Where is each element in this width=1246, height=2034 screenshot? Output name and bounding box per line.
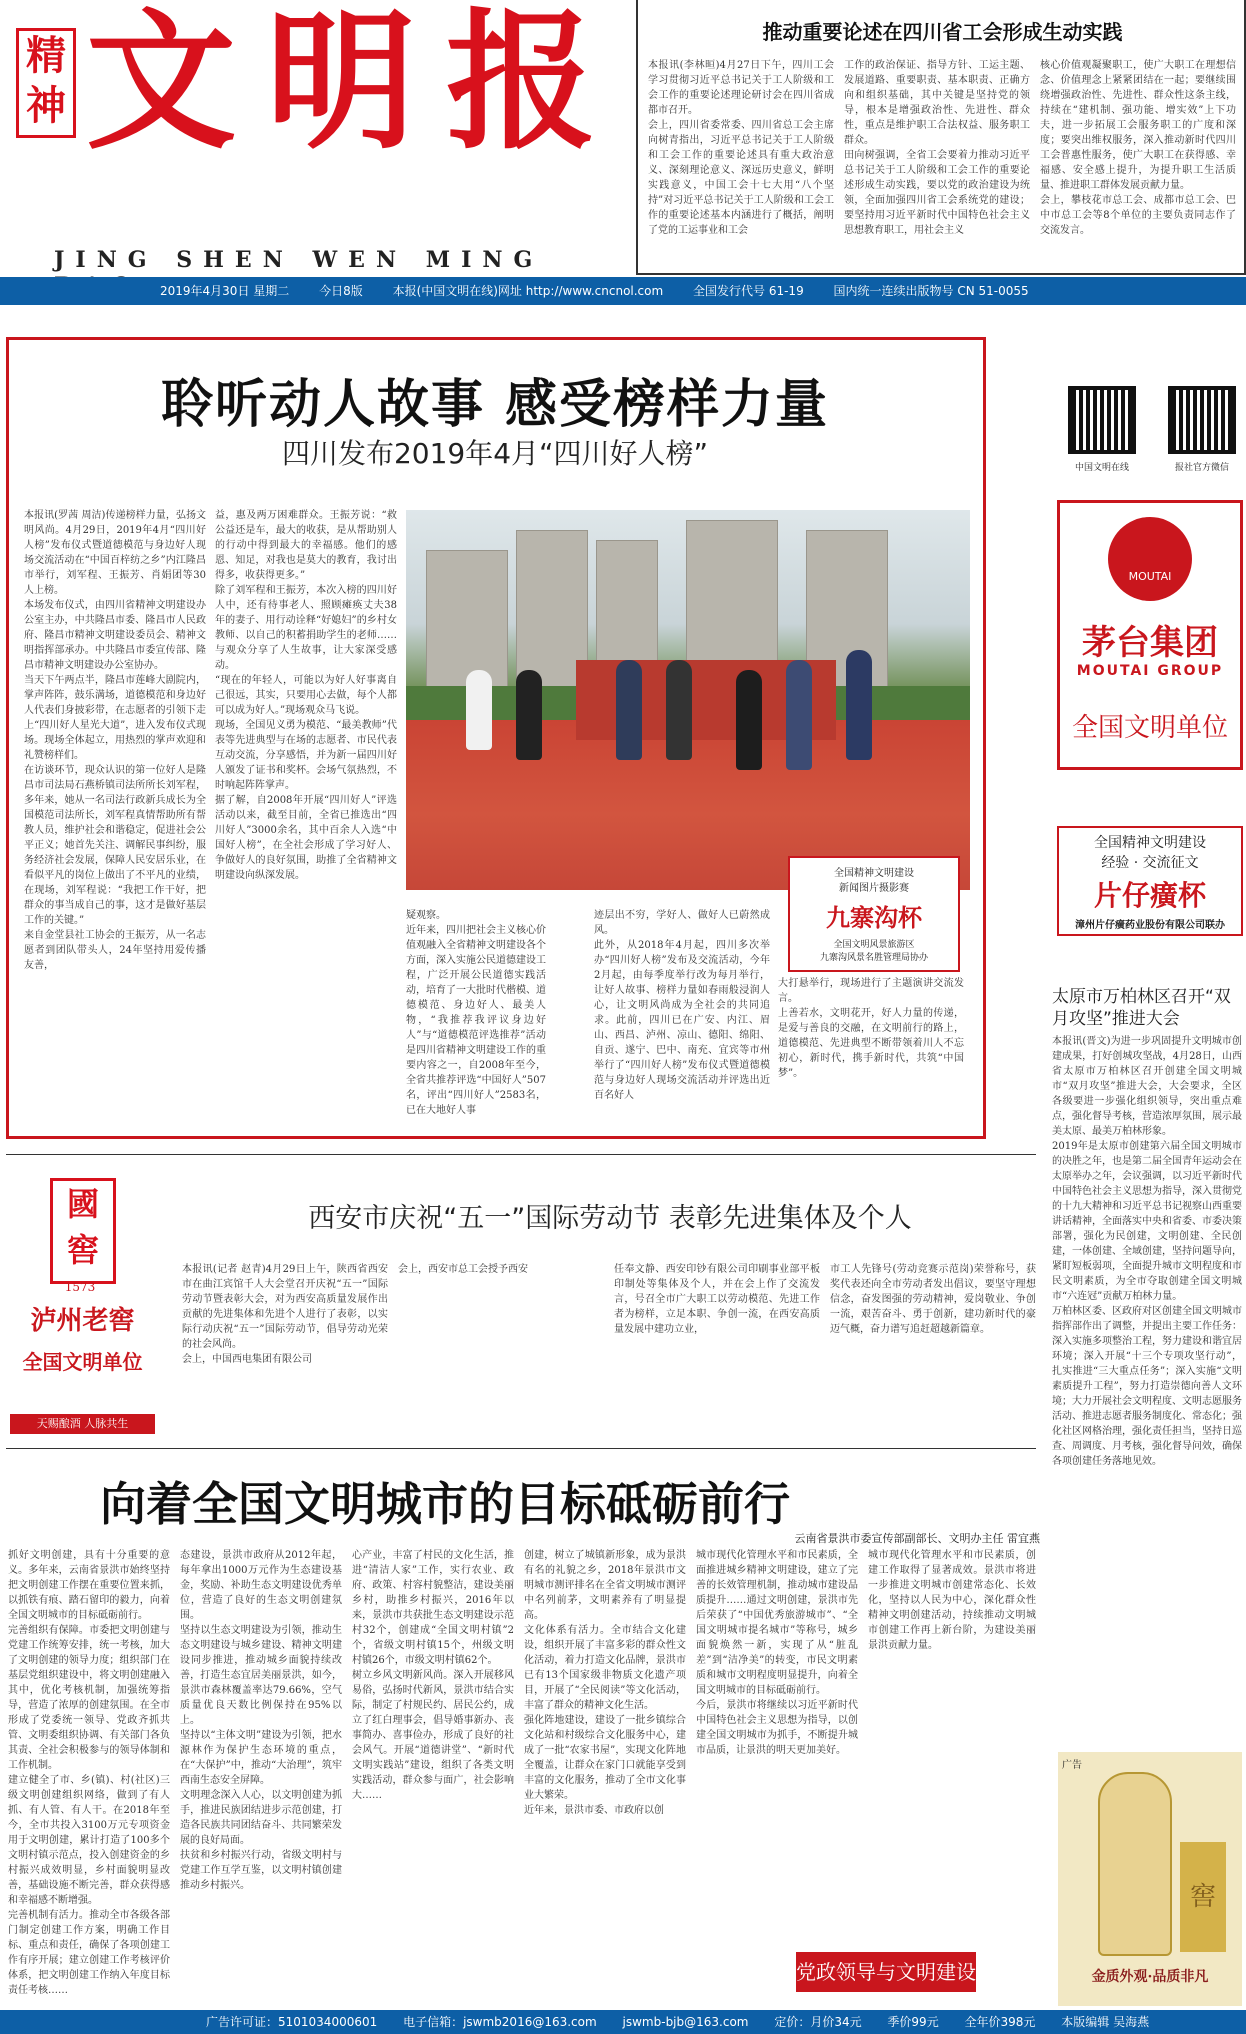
lead-col: 大打悬举行，现场进行了主题演讲交流发言。 上善若水，文明花开，好人力量的传递，是爱与善良的交融，在文明前行的路上，道德模范、先进典型不断带领着川人不忘初心，新时代，携手新时代，共筑“中国梦”。 bbox=[778, 978, 964, 1079]
divider bbox=[6, 1154, 1036, 1155]
qr-code[interactable] bbox=[1068, 386, 1136, 454]
cn-code: 国内统一连续出版物号 CN 51-0055 bbox=[833, 284, 1029, 298]
lead-col: 本报讯(罗茜 周洁)传递榜样力量，弘扬文明风尚。4月29日，2019年4月“四川好人榜”发布仪式暨道德模范与身边好人现场交流活动在“中国百梓纺之乡”内江隆昌市举行，刘军程、王振芳、肖娟团等30人上榜。 本场发布仪式，由四川省精神文明建设办公室主办，中共隆昌市委、隆昌市人民政府、隆昌市精神文明建设委员会、精神文明指挥部承办。中共隆昌市委宣传部、隆昌市精神文明建设办公室协办。 当天下午两点半，隆昌市莲峰大剧院内，掌声阵阵，鼓乐满场，道德模范和身边好人代表们身披彩带，在志愿者的引领下走上“四川好人星光大道”，进入发布仪式现场。现场全体起立，用热烈的掌声欢迎和礼赞榜样们。 在访谈环节，现众认识的第一位好人是隆昌市司法局石燕桥镇司法所所长刘军程，多年来，她从一名司法行政新兵成长为全国模范司法所长，刘军程真情帮助所有帮教人员，维护社会和谐稳定，促进社会公平正义；她首先关注、调解民事纠纷，服务经济社会发展，保障人民安居乐业，在看似平凡的岗位上做出了不平凡的业绩，在现场，刘军程说：“我把工作干好，把群众的事当成自己的事，这才是做好基层工作的关键。” 来自金堂县社工协会的王振芳，从一名志愿者到团队带头人，24年坚持用爱传播友善， bbox=[24, 510, 206, 971]
photo-person bbox=[516, 670, 542, 760]
guojiao-year: 1573 bbox=[64, 1280, 96, 1294]
moutai-name: 茅台集团 bbox=[1082, 623, 1218, 663]
second-col: 市工人先锋号(劳动竞赛示范岗)荣誉称号，获奖代表还向全市劳动者发出倡议，要坚守理想信念，奋发图强的劳动精神，爱岗敬业、争创一流，艰苦奋斗、勇于创新，建功新时代的豪迈气概，奋力谱写追赶超越新篇章。 bbox=[830, 1264, 1036, 1335]
photo-person bbox=[616, 660, 642, 760]
top-article bbox=[636, 0, 1246, 275]
moutai-unit: 全国文明单位 bbox=[1071, 713, 1228, 743]
guojiao-seal: 國窖 bbox=[50, 1178, 116, 1284]
lead-subtitle: 四川发布2019年4月“四川好人榜” bbox=[281, 437, 709, 470]
issue-date: 2019年4月30日 星期二 bbox=[160, 284, 290, 298]
stamp-brand: 九寨沟杯 bbox=[826, 904, 922, 932]
page-count: 今日8版 bbox=[319, 284, 363, 298]
divider bbox=[6, 1448, 1036, 1449]
lead-col: 迹层出不穷，学好人、做好人已蔚然成风。 此外，从2018年4月起，四川多次举办“四川好人榜”发布及交流活动，今年2月起，由每季度举行改为每月举行，让好人故事、榜样力量如春雨般浸润人心，让文明风尚成为全社会的共同追求。此前，四川已在广安、内江、眉山、西昌、泸州、凉山、德阳、绵阳、自贡、遂宁、巴中、南充、宜宾等市州举行了“四川好人榜”发布仪式暨道德模范与身边好人现场交流活动并评选出近百名好人 bbox=[594, 910, 770, 1101]
ad-label: 广告 bbox=[1062, 1760, 1082, 1771]
stamp-line: 新闻图片摄影赛 bbox=[839, 883, 909, 894]
photo-person bbox=[786, 660, 812, 770]
guojiao-slogan: 天赐酿酒 人脉共生 bbox=[10, 1414, 155, 1434]
pzh-company: 漳州片仔癀药业股份有限公司联办 bbox=[1075, 920, 1225, 931]
pzh-line: 经验 · 交流征文 bbox=[1101, 855, 1199, 871]
photo-contest-stamp bbox=[788, 856, 960, 972]
second-title: 西安市庆祝“五一”国际劳动节 表彰先进集体及个人 bbox=[308, 1203, 912, 1234]
email: 电子信箱：jswmb2016@163.com bbox=[403, 2015, 597, 2029]
stamp-line: 全国文明风景旅游区 bbox=[833, 940, 915, 950]
ad-license: 广告许可证：5101034000601 bbox=[206, 2015, 378, 2029]
third-byline: 云南省景洪市委宣传部副部长、文明办主任 雷宜燕 bbox=[794, 1532, 1040, 1545]
website: 本报(中国文明在线)网址 http://www.cncnol.com bbox=[392, 284, 664, 298]
price: 定价：月价34元 bbox=[774, 2015, 862, 2029]
price: 全年价398元 bbox=[964, 2015, 1036, 2029]
liquor-ad bbox=[1058, 1752, 1242, 2006]
third-col: 创建，树立了城镇新形象，成为景洪有名的礼貌之乡，2018年景洪市文明城市测评排名在全省文明城市测评中名列前茅，文明素养有了明显提高。 文化体系有活力。全市结合文化建设，组织开展了丰富多彩的群众性文化活动，着力打造文化品牌，景洪市已有13个国家级非物质文化遗产项目，开展了“全民阅读”等文化活动，丰富了群众的精神文化生活。 强化阵地建设，建设了一批乡镇综合文化站和村级综合文化服务中心，建成了一批“农家书屋”，实现文化阵地全覆盖，让群众在家门口就能享受到丰富的文化服务，推动了全市文化事业大繁荣。 近年来，景洪市委、市政府以创 bbox=[524, 1550, 686, 1816]
lead-title: 聆听动人故事 感受榜样力量 bbox=[160, 375, 830, 435]
qr-caption: 报社官方微信 bbox=[1174, 463, 1229, 473]
gift-box: 窖 bbox=[1180, 1842, 1226, 1952]
stamp-line: 九寨沟风景名胜管理局协办 bbox=[819, 953, 928, 963]
dateline-bar bbox=[0, 277, 1246, 305]
pianzaihuang-ad bbox=[1057, 826, 1243, 936]
right-article-title: 太原市万柏林区召开“双月攻坚”推进大会 bbox=[1052, 987, 1231, 1029]
pzh-line: 全国精神文明建设 bbox=[1094, 835, 1206, 851]
bottle-image bbox=[1098, 1772, 1172, 1956]
photo-person bbox=[846, 650, 872, 760]
logo-title: 文明报 bbox=[86, 0, 627, 170]
guojiao-ad bbox=[10, 1168, 155, 1438]
third-col: 城市现代化管理水平和市民素质，全面推进城乡精神文明建设，建立了完善的长效管理机制，推动城市建设品质提升……通过文明创建，景洪市先后荣获了“中国优秀旅游城市”、“全国文明城市提名城市”等称号，城乡面貌焕然一新，实现了从“脏乱差”到“洁净美”的转变，市民文明素质和城市文明程度明显提升，向着全国文明城市的目标砥砺前行。 今后，景洪市将继续以习近平新时代中国特色社会主义思想为指导，以创建全国文明城市为抓手，不断提升城市品质，让景洪的明天更加美好。 bbox=[696, 1550, 858, 1756]
masthead bbox=[10, 0, 630, 273]
email: jswmb-bjb@163.com bbox=[622, 2015, 749, 2029]
photo-person bbox=[466, 670, 492, 750]
moutai-en: MOUTAI GROUP bbox=[1076, 663, 1224, 679]
third-title: 向着全国文明城市的目标砥砺前行 bbox=[100, 1477, 790, 1531]
qr-code[interactable] bbox=[1168, 386, 1236, 454]
editor: 本版编辑 吴海燕 bbox=[1061, 2015, 1150, 2029]
lead-col: 疑观察。 近年来，四川把社会主义核心价值观融入全省精神文明建设各个方面，深入实施公民道德建设工程，广泛开展公民道德实践活动，培育了一大批时代楷模、道德模范、身边好人、最美人物，“我推荐我评议身边好人”与“道德模范评选推荐”活动是四川省精神文明建设工作的重要内容之一，自2008年至今，全省共推荐评选“中国好人”507名，评出“四川好人”2583名，已在大地好人事 bbox=[406, 910, 546, 1116]
second-col: 会上，西安市总工会授予西安 bbox=[398, 1264, 528, 1275]
photo-person bbox=[666, 660, 692, 760]
third-col: 抓好文明创建，具有十分重要的意义。多年来，云南省景洪市始终坚持把文明创建工作摆在重要位置来抓，以抓铁有痕、踏石留印的毅力，向着全国文明城市的目标砥砺前行。 完善组织有保障。市委把文明创建与党建工作统筹安排，统一考核，加大了文明创建的领导力度；组织部门在基层党组织建设中，将文明创建融入其中，优化考核机制，加强统筹指导，营造了浓厚的创建氛围。在全市形成了党委统一领导、党政齐抓共管、文明委组织协调、有关部门各负其责、全社会积极参与的领导体制和工作机制。 建立健全了市、乡(镇)、村(社区)三级文明创建组织网络，做到了有人抓、有人管、有人干。在2018年至今，全市共投入3100万元专项资金用于文明创建，累计打造了100多个文明村镇示范点，投入创建资金的乡村振兴成效明显，乡村面貌明显改善，基础设施不断完善，群众获得感和幸福感不断增强。 完善机制有活力。推动全市各级各部门制定创建工作方案，明确工作目标、重点和责任，确保了各项创建工作有序开展；建立创建工作考核评价体系，把文明创建工作纳入年度目标责任考核…… bbox=[8, 1550, 170, 1996]
price: 季价99元 bbox=[887, 2015, 939, 2029]
top-article-title: 推动重要论述在四川省工会形成生动实践 bbox=[762, 20, 1123, 44]
guojiao-brand: 泸州老窖 bbox=[30, 1306, 135, 1336]
top-article-col: 本报讯(李林晅)4月27日下午，四川工会学习贯彻习近平总书记关于工人阶级和工会工作的重要论述理论研讨会在四川省成都市召开。 会上，四川省委常委、四川省总工会主席向树青指出，习近平总书记关于工人阶级和工会工作的重要论述具有重大政治意义、深刻理论意义、深远历史意义，鲜明实践意义，中国工会十七大用“八个坚持”对习近平总书记关于工人阶级和工会工作的重要论述基本内涵进行了概括，阐明了党的工运事业和工会 bbox=[648, 60, 834, 236]
second-col: 本报讯(记者 赵青)4月29日上午，陕西省西安市在曲江宾馆千人大会堂召开庆祝“五一”国际劳动节暨表彰大会，对为西安高质量发展作出贡献的先进集体和先进个人进行了表彰，以实际行动庆祝“五一”国际劳动节，倡导劳动光荣的社会风尚。 会上，中国西电集团有限公司 bbox=[182, 1264, 388, 1365]
ad-slogan: 金质外观·品质非凡 bbox=[1091, 1969, 1209, 1985]
right-article-body: 本报讯(晋文)为进一步巩固提升文明城市创建成果，打好创城攻坚战，4月28日，山西省太原市万柏林区召开创建全国文明城市“双月攻坚”推进大会，大会要求，全区各级要进一步强化组织领导，突出重点难点，强化督导考核，营造浓厚氛围，展示最美太原、最美万柏林形象。 2019年是太原市创建第六届全国文明城市的决胜之年，也是第二届全国青年运动会在太原举办之年，会议强调，以习近平新时代中国特色社会主义思想为指导，深入贯彻党的十九大精神和习近平总书记视察山西重要讲话精神，全面落实中央和省委、市委决策部署，强化为民创建，文明创建、全民创建，一体创建、全域创建，坚持问题导向，紧盯短板弱项，全面提升城市文明程度和市民文明素质，为全市夺取创建全国文明城市“六连冠”贡献万柏林力量。 万柏林区委、区政府对区创建全国文明城市指挥部作出了调整，并提出主要工作任务：深入实施多项整治工程，努力建设和谐宜居环境；深入开展“十三个专项攻坚行动”，扎实推进“三大重点任务”；深入实施“文明素质提升工程”，努力打造崇德向善人文环境；大力开展社会文明程度、文明志愿服务活动、推进志愿者服务制度化、常态化；强化社区网格治理，强化责任担当，坚持日巡查、周调度、月考核，强化督导问效，确保各项创建任务落地见效。 bbox=[1052, 1036, 1242, 1467]
footer-bar bbox=[0, 2010, 1246, 2034]
pzh-brand: 片仔癀杯 bbox=[1093, 879, 1206, 912]
qr-caption: 中国文明在线 bbox=[1074, 463, 1129, 473]
logo-pinyin: JING SHEN WEN MING bbox=[54, 247, 544, 273]
photo-person bbox=[736, 670, 762, 770]
third-col: 心产业，丰富了村民的文化生活，推进“清洁人家”工作，实行农业、政府、政策、村容村貌整洁，建设美丽乡村，助推乡村振兴，2016年以来，景洪市共获批生态文明建设示范村32个，创建成“全国文明村镇”2个，省级文明村镇15个，州级文明村镇26个，市级文明村镇62个。 树立乡风文明新风尚。深入开展移风易俗，弘扬时代新风，景洪市结合实际，制定了村规民约、居民公约，成立了红白理事会，倡导婚事新办、丧事简办、喜事俭办，形成了良好的社会风气。开展“道德讲堂”、“新时代文明实践站”建设，组织了各类文明实践活动，群众参与面广，社会影响大…… bbox=[352, 1550, 514, 1801]
moutai-logo: MOUTAI bbox=[1108, 517, 1192, 601]
third-col: 态建设，景洪市政府从2012年起，每年拿出1000万元作为生态建设基金，奖励、补助生态文明建设优秀单位，营造了良好的生态文明创建氛围。 坚持以生态文明建设为引领，推动生态文明建设与城乡建设、精神文明建设同步推进，推动城乡面貌持续改善，打造生态宜居美丽景洪，如今，景洪市森林覆盖率达79.66%，空气质量优良天数比例保持在95%以上。 坚持以“主体文明”建设为引领，把水源林作为保护生态环境的重点，在“大保护”中，推动“大治理”，筑牢西南生态安全屏障。 文明理念深入人心，以文明创建为抓手，推进民族团结进步示范创建，打造各民族共同团结奋斗、共同繁荣发展的良好局面。 扶贫和乡村振兴行动，省级文明村与党建工作互学互鉴，以文明村镇创建推动乡村振兴。 bbox=[180, 1550, 342, 1891]
third-col: 城市现代化管理水平和市民素质，创建工作取得了显著成效。景洪市将进一步推进文明城市创建常态化、长效化，坚持以人民为中心，深化群众性精神文明创建活动，持续推动文明城市创建工作再上新台阶，为建设美丽景洪贡献力量。 bbox=[868, 1550, 1036, 1651]
lead-col: 益，惠及两万困难群众。王振芳说：“救公益还是车，最大的收获，是从帮助别人的行动中得到最大的幸福感。他们的感恩、知足，对我也是莫大的教育，我讨出得多，收获得更多。” 除了刘军程和王振芳，本次入榜的四川好人中，还有待事老人、照顾瘫痪丈夫38年的妻子、用行动诠释“好媳妇”的乡村女教师、以自己的积蓄捐助学生的老师……与观众分享了人生故事，让大家深受感动。 “现在的年轻人，可能以为好人好事离自己很远，其实，只要用心去做，每个人都可以成为好人。”现场观众马飞说。 现场，全国见义勇为模范、“最美教师”代表等先进典型与在场的志愿者、市民代表互动交流，分享感悟，并为新一届四川好人颁发了证书和奖杯。会场气氛热烈，不时响起阵阵掌声。 据了解，自2008年开展“四川好人”评选活动以来，截至目前，全省已推选出“四川好人”3000余名，其中百余人入选“中国好人榜”，在全社会形成了学习好人、争做好人的良好氛围，助推了全省精神文明建设向纵深发展。 bbox=[215, 510, 397, 881]
logo-seal: 精神 bbox=[16, 28, 76, 138]
lead-photo bbox=[406, 510, 970, 890]
second-col: 任奉文静、西安印钞有限公司印刷事业部平板印制处等集体及个人，并在会上作了交流发言，号召全市广大职工以劳动模范、先进工作者为榜样，立足本职、争创一流，在西安高质量发展中建功立业， bbox=[614, 1264, 820, 1335]
top-article-col: 工作的政治保证、指导方针、工运主题、发展道路、重要职责、基本职责、正确方向和组织基础，其中关键是坚持党的领导，根本是增强政治性、先进性、群众性，重点是维护职工合法权益、服务职工群众。 田向树强调，全省工会要着力推动习近平总书记关于工人阶级和工会工作的重要论述形成生动实践，要以党的政治建设为统领，全面加强四川省工会系统党的建设；要坚持用习近平新时代中国特色社会主义思想教育职工，用社会主义 bbox=[844, 60, 1030, 236]
section-banner: 党政领导与文明建设 bbox=[796, 1952, 976, 1992]
stamp-line: 全国精神文明建设 bbox=[834, 868, 914, 879]
guojiao-unit: 全国文明单位 bbox=[22, 1350, 143, 1374]
top-article-col: 核心价值观凝聚职工，使广大职工在理想信念、价值理念上紧紧团结在一起；要继续围绕增强政治性、先进性、群众性这条主线，持续在“建机制、强功能、增实效”上下功夫，进一步拓展工会服务职工的广度和深度；要突出维权服务，深入推动新时代四川工会普惠性服务，使广大职工在获得感、幸福感、安全感上提升，为提升职工生活质量、推进职工群体发展贡献力量。 会上，攀枝花市总工会、成都市总工会、巴中市总工会等8个单位的主要负责同志作了交流发言。 bbox=[1040, 60, 1236, 236]
moutai-ad bbox=[1057, 500, 1243, 770]
issue-code: 全国发行代号 61-19 bbox=[693, 284, 804, 298]
